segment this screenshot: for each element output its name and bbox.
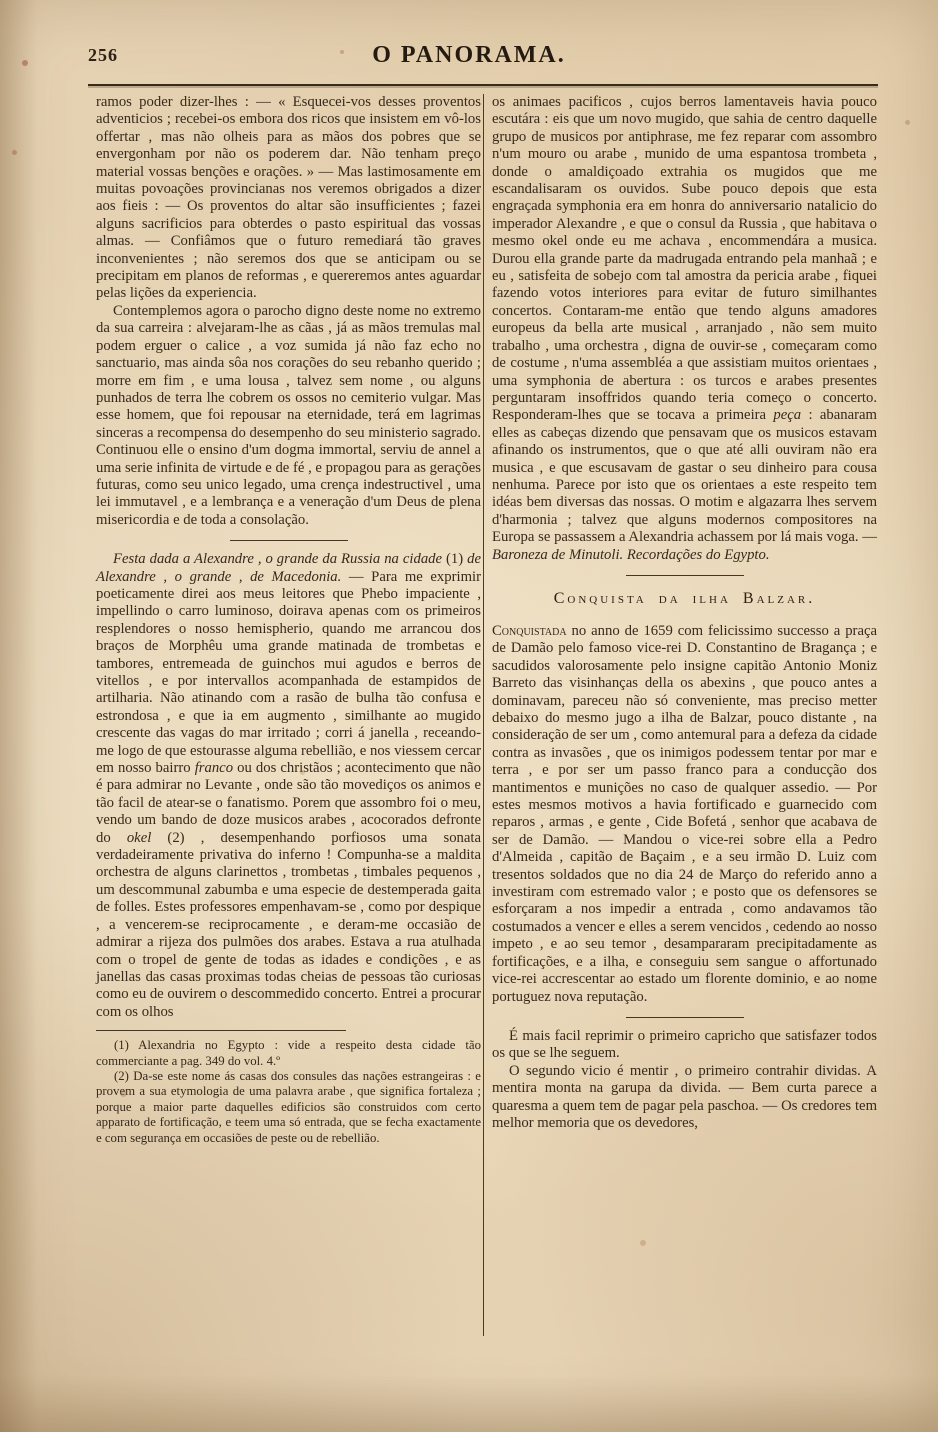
text-run: (1) Alexandria no Egypto : vide a respeito desta cidade tão commerciante a pag. 349 do vol. 4.º [96, 1038, 481, 1068]
footnote-paragraph [96, 1069, 481, 1146]
text-run: Festa dada a Alexandre , o grande da Russia na cidade [113, 551, 447, 568]
text-run: ou dos christãos ; acontecimento que não é para admirar no Levante , onde são tão movediços os animos e tão facil de atear-se o fanatismo. Porem que assombro foi o meu, vendo um bando de doze musicos arabes , acocorados defronte do [96, 760, 481, 846]
page-header [0, 42, 938, 72]
section-divider-rule [230, 540, 348, 541]
text-run: Contemplemos agora o parocho digno deste nome no extremo da sua carreira : alvejaram-lhe as cãas , já as mãos tremulas mal podem erguer o calice , a voz sumida já não faz echo no sanctuario, mas ainda sôa nos corações do seu rebanho querido ; morre em fim , e uma lousa , talvez sem nome , ou alguns punhados de terra lhe cobrem os ossos no cemiterio vulgar. Mas esse homem, que foi repousar na eternidade, terá em lagrimas sinceras a recompensa do desempenho do seu ministerio sagrado. Continuou elle o ensino d'um dogma immortal, serviu de annel a uma serie infinita de virtude e de fé , e propagou para as gerações futuras, como seu unico legado, uma crença indestructivel , uma lei immutavel , e a lembrança e a veneração d'um Deus de plena misericordia e de toda a consolação. [96, 302, 481, 528]
text-run: (2) Da-se este nome ás casas dos consules das nações estrangeiras : e provem a sua etymologia de uma palavra arabe , que significa fortaleza ; porque a maior parte daquelles edificios são construidos com certo apparato de fortificação, e teem uma só entrada, que se fecha exactamente e com segurança em occasiões de peste ou de rebellião. [96, 1068, 481, 1145]
text-run: (2) , desempenhando porfiosos uma sonata verdadeiramente privativa do inferno ! Compunha-se a maldita orchestra de alguns clarinettos , trombetas , timbales pequenos , um descommunal zabumba e uma especie de destemperada gaita de folles. Estes professores empenhavam-se , como por despique , a vencerem-se reciprocamente , e deram-me occasião de admirar a rijeza dos pulmões dos arabes. Estava a rua atulhada com o tropel de gente de todas as idades e condições , e as janellas das casas proximas todas cheias de pessoas tão curiosas como eu de ouvirem o descommedido concerto. Entrei a procurar com os olhos [96, 829, 481, 1020]
text-run: franco [194, 760, 234, 777]
text-run: Conquistada [492, 622, 567, 639]
text-run: ramos poder dizer-lhes : — « Esquecei-vos desses proventos adventicios ; recebei-os embora dos ricos que insistem em vô-los offertar , mas não olheis para as mãos dos pobres que se envergonham por não os poderem dar. Não tenham preço material vossas benções e orações. » — Mas lastimosamente em muitas povoações provincianas nos veremos obrigados a dizer aos fieis : — Os proventos do altar são insufficientes ; fazei alguns sacrificios para obterdes o pasto espiritual das vossas almas. — Confiâmos que o futuro remediará tão graves inconvenientes ; não seremos dos que se anticipam ou se precipitam em planos de reformas , e quereremos antes aguardar pelas lições da experiencia. [96, 94, 481, 302]
text-run: no anno de 1659 com felicissimo successo a praça de Damão pelo famoso vice-rei D. Constantino de Bragança ; e sacudidos valorosamente pelo insigne capitão Antonio Moniz Barreto das visinhanças della os abexins , que pouco antes a dominavam, pareceu não só conveniente, mas preciso metter debaixo do mesmo jugo a ilha de Balzar, pouco distante , na consideração de ser um , como antemural para a defeza da cidade contra as invasões , que os inimigos podessem tentar por mar e terra , e por ser um passo franco para a conducção dos mantimentos e munições no caso de qualquer assedio. — Por estes mesmos motivos a havia fortificado e guarnecido com reparos , armas , e gente , Cide Bofetá , senhor que acabava de ser de Damão. — Mandou o vice-rei sobre ella a Pedro d'Almeida , capitão de Baçaim , e a seu irmão D. Luiz com tresentos soldados que no dia 24 de Março do referido anno a investiram com estremado valor ; e posto que os defensores se esforçaram a nos impedir a entrada , como andavamos tão costumados a vencer e elles a serem vencidos , cedendo ao nosso impeto , e ao seu temor , desampararam precipitadamente as fortificações, e a ilha, e conseguiu sem sangue o affortunado vice-rei accrescentar ao estado um florente dominio, e ao nome portuguez nova reputação. [492, 622, 877, 1005]
text-run: de Alexandre , o grande , de Macedonia. [96, 551, 481, 585]
page-title: O PANORAMA. [372, 42, 566, 68]
section-heading: Conquista da ilha Balzar. [553, 589, 816, 607]
text-run: : abanaram elles as cabeças dizendo que pensavam que os musicos estavam afinando os instrumentos, que o que até alli ouviram não era musica , e que escusavam de gastar o seu dinheiro para cousa nenhuma. Parece por isto que os orientaes a este respeito tem idéas bem diversas das nossas. O motim e algazarra lhes servem d'harmonia ; talvez que alguns modernos compositores na Europa se passassem a Alexandria achassem por lá mais voga. — [492, 407, 877, 546]
page-number: 256 [88, 45, 118, 65]
right-column [492, 94, 877, 1132]
text-run: (1) [446, 551, 468, 568]
body-paragraph [492, 623, 877, 1006]
section-divider-rule [626, 575, 744, 576]
text-run: O segundo vicio é mentir , o primeiro contrahir dividas. A mentira monta na garupa da divida. — Bem curta parece a quaresma a quem tem de pagar pela paschoa. — Os credores tem melhor memoria que os devedores, [492, 1062, 877, 1131]
text-run: É mais facil reprimir o primeiro capricho que satisfazer todos os que se lhe seguem. [492, 1027, 877, 1062]
footnote-rule [96, 1030, 346, 1031]
header-rule [88, 84, 878, 86]
text-run: os animaes pacificos , cujos berros lamentaveis havia pouco escutára : eis que um novo mugido, que sahia de centro daquelle grupo de musicos por antiphrase, me fez reparar com assombro n'um mouro ou arabe , munido de uma espantosa trombeta , donde o amaldiçoado extrahia os mugidos que me escandalisaram os ouvidos. Sube pouco depois que esta engraçada symphonia era em honra do anniversario natalicio do imperador Alexandre , e que o consul da Russia , que habitava o mesmo okel onde eu me achava , encommendára a musica. Durou ella grande parte da madrugada entrando pela manhaã ; e eu , satisfeita de sobejo com tal amostra da pericia arabe , fiquei fazendo votos interiores para evitar de futuro similhantes concertos. Contaram-me então que tendo alguns amadores europeus da bella arte musical , arranjado , não sem muito trabalho , uma orchestra , digna de ouvir-se , começaram como de costume , n'uma assembléa a que assistiam muitos orientaes , uma symphonia de abertura : os turcos e arabes presentes perguntaram insoffridos quando teria começo o concerto. Responderam-lhes que se tocava a primeira [492, 94, 877, 424]
text-run: Baroneza de Minutoli. Recordações do Egypto. [492, 546, 770, 563]
column-divider [483, 94, 484, 1336]
text-run: okel [126, 829, 152, 846]
body-paragraph [492, 94, 877, 564]
text-run: peça [773, 407, 802, 424]
left-column [96, 94, 481, 1146]
body-paragraph [96, 551, 481, 1021]
text-run: — Para me exprimir poeticamente direi aos meus leitores que Phebo impaciente , impellindo o carro luminoso, doirava apenas com os primeiros resplendores o nosso hemispherio, quando me arrancou dos braços de Morphêu uma grande matinada de trombetas e tambores, entremeada de guinchos mui agudos e berros de vitellos , e por intervallos acompanhada de estampidos de artilharia. Não atinando com a rasão de bulha tão confusa e estrondosa , e que ia em augmento , similhante ao mugido crescente das vagas do mar irritado ; corri á janella , receando-me logo de que estourasse alguma rebellião, e nos viessem cercar em nosso bairro [96, 568, 481, 777]
body-paragraph [96, 303, 481, 529]
body-paragraph [96, 94, 481, 303]
footnote-paragraph [96, 1038, 481, 1069]
body-paragraph [492, 1063, 877, 1133]
body-paragraph [492, 1028, 877, 1063]
section-divider-rule [626, 1017, 744, 1018]
